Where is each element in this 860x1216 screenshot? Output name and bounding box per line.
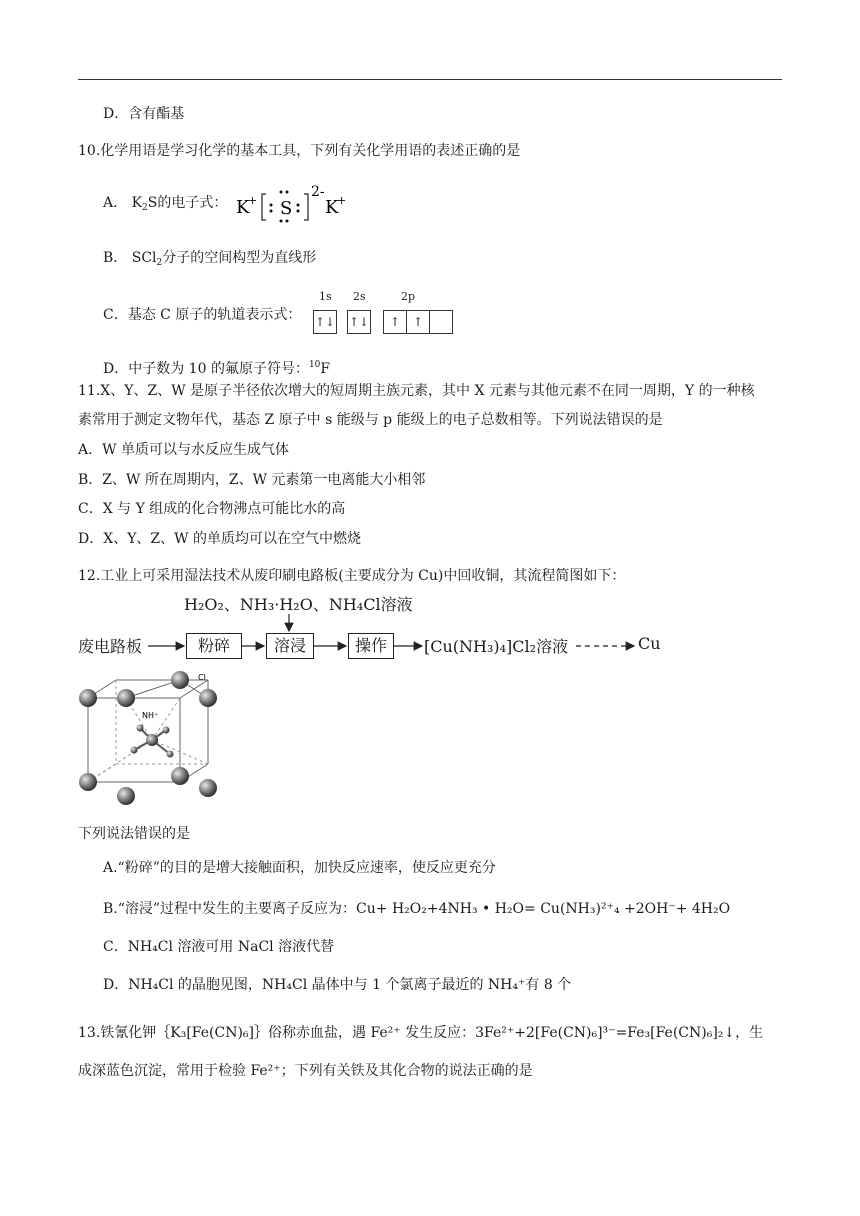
orbital-box-2p-2: ↑ (407, 310, 430, 334)
formula: SCl (131, 250, 157, 266)
q10-option-b (103, 248, 316, 273)
flow-step-leach: 溶浸 (266, 633, 314, 659)
left-bracket (262, 194, 266, 220)
orbital-box-2p-3 (430, 310, 453, 334)
q13-stem-line2: 成深蓝色沉淀，常用于检验 Fe²⁺；下列有关铁及其化合物的说法正确的是 (78, 1063, 533, 1079)
q12-question: 下列说法错误的是 (78, 826, 190, 842)
nh4cl-unit-cell (76, 668, 236, 810)
flow-chart (78, 592, 698, 662)
q12-stem: 12.工业上可采用湿法技术从废印刷电路板(主要成分为 Cu)中回收铜，其流程简图如下： (78, 568, 626, 584)
chloride-ion (79, 689, 97, 707)
hydrogen-atom (163, 727, 170, 734)
option-text: 的电子式： (157, 195, 228, 211)
q12-option-b: B.“溶浸”过程中发生的主要离子反应为：Cu+ H₂O₂+4NH₃ • H₂O= Cu(NH₃)²⁺₄ +2OH⁻+ 4H₂O (103, 901, 731, 917)
hydrogen-atom (167, 751, 174, 758)
chloride-ion (117, 787, 135, 805)
formula: S (147, 195, 158, 211)
flow-product: [Cu(NH₃)₄]Cl₂溶液 (424, 637, 569, 656)
label-cl: Cl (198, 673, 206, 682)
q9-option-d: D．含有酯基 (103, 106, 185, 122)
subscript: 2 (156, 258, 163, 268)
element-symbol: F (320, 361, 331, 377)
q12-option-d: D．NH₄Cl 的晶胞见图，NH₄Cl 晶体中与 1 个氯离子最近的 NH₄⁺有 8 个 (103, 977, 572, 993)
right-bracket (304, 194, 308, 220)
q11-stem-line1: 11.X、Y、Z、W 是原子半径依次增大的短周期主族元素，其中 X 元素与其他元素不在同一周期，Y 的一种核 (78, 383, 755, 399)
orbital-label-2s: 2s (353, 290, 366, 303)
q11-option-b: B．Z、W 所在周期内，Z、W 元素第一电离能大小相邻 (78, 472, 426, 488)
charge: 2- (311, 184, 325, 200)
q10-option-d (103, 355, 330, 379)
q12-option-c: C．NH₄Cl 溶液可用 NaCl 溶液代替 (103, 939, 335, 955)
q10-option-a (103, 193, 227, 218)
q11-option-c: C．X 与 Y 组成的化合物沸点可能比水的高 (78, 501, 346, 517)
hydrogen-atom (137, 725, 144, 732)
flow-final: Cu (638, 634, 661, 653)
formula: K (131, 195, 143, 211)
chloride-ion (199, 779, 217, 797)
orbital-label-2p: 2p (401, 290, 416, 303)
k-plus-left: K (236, 197, 250, 218)
option-text: D．中子数为 10 的氟原子符号： (103, 361, 309, 377)
option-text: 分子的空间构型为直线形 (162, 250, 317, 266)
electron-dot-structure (236, 180, 366, 224)
header-rule (78, 79, 782, 80)
nitrogen-atom (146, 734, 158, 746)
orbital-label-1s: 1s (319, 290, 332, 303)
subscript: 2 (142, 203, 148, 213)
chloride-ion (79, 773, 97, 791)
q12-option-a: A.“粉碎”的目的是增大接触面积，加快反应速率，使反应更充分 (103, 860, 496, 876)
svg-text:+: + (337, 194, 347, 207)
chloride-ion (117, 689, 135, 707)
flow-step-operate: 操作 (348, 633, 394, 659)
q10-stem: 10.化学用语是学习化学的基本工具，下列有关化学用语的表述正确的是 (78, 143, 521, 159)
flow-reagents: H₂O₂、NH₃·H₂O、NH₄Cl溶液 (184, 595, 413, 614)
orbital-box-1s: ↑↓ (313, 310, 337, 334)
q11-option-a: A．W 单质可以与水反应生成气体 (78, 442, 289, 458)
flow-step-crush: 粉碎 (186, 633, 242, 659)
chloride-ion (171, 671, 189, 689)
sulfur-symbol: S (280, 198, 293, 219)
svg-text:+: + (248, 194, 258, 207)
mass-number: 10 (308, 360, 321, 370)
k-plus-right: K (325, 197, 339, 218)
flow-start: 废电路板 (78, 637, 143, 656)
electron-dot-diagram (236, 180, 366, 224)
chloride-ion (199, 689, 217, 707)
orbital-diagram (313, 290, 443, 336)
label-nh4: NH⁺ (142, 711, 159, 720)
option-label: A． (103, 195, 132, 211)
orbital-box-2p-1: ↑ (383, 310, 407, 334)
q11-option-d: D．X、Y、Z、W 的单质均可以在空气中燃烧 (78, 531, 361, 547)
orbital-box-2s: ↑↓ (347, 310, 371, 334)
q10-option-c: C．基态 C 原子的轨道表示式： (103, 307, 302, 323)
unit-cell-diagram (76, 668, 236, 810)
q11-stem-line2: 素常用于测定文物年代，基态 Z 原子中 s 能级与 p 能级上的电子总数相等。下列说法错误的是 (78, 412, 663, 428)
q13-stem-line1: 13.铁氰化钾｛K₃[Fe(CN)₆]｝俗称赤血盐，遇 Fe²⁺ 发生反应：3Fe²⁺+2[Fe(CN)₆]³⁻=Fe₃[Fe(CN)₆]₂↓，生 (78, 1025, 764, 1041)
flow-arrows (78, 592, 698, 662)
hydrogen-atom (131, 747, 138, 754)
option-label: B． (103, 250, 132, 266)
chloride-ion (171, 767, 189, 785)
